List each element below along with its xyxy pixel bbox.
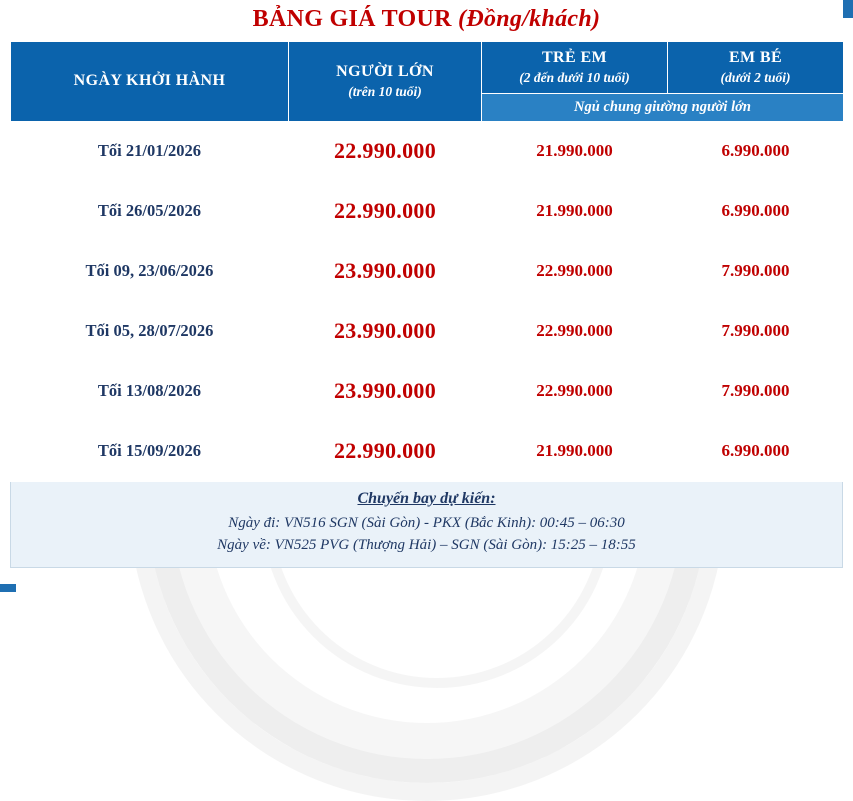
cell-departure-date: Tối 09, 23/06/2026 <box>11 241 289 301</box>
column-header-infant-label: EM BÉ <box>728 49 783 66</box>
page-title-main: BẢNG GIÁ TOUR <box>252 6 459 32</box>
cell-adult-price: 22.990.000 <box>289 421 482 481</box>
cell-infant-price: 7.990.000 <box>668 301 844 361</box>
column-header-child-label: TRẺ EM <box>541 49 608 66</box>
tour-price-table <box>10 41 844 482</box>
cell-departure-date: Tối 26/05/2026 <box>11 181 289 241</box>
column-header-departure-date-label: NGÀY KHỞI HÀNH <box>73 72 226 90</box>
table-row <box>11 421 844 481</box>
cell-child-price: 22.990.000 <box>482 241 668 301</box>
corner-mark-bottom-left <box>0 584 16 592</box>
cell-child-price: 21.990.000 <box>482 181 668 241</box>
cell-departure-date: Tối 15/09/2026 <box>11 421 289 481</box>
page-title <box>0 0 853 41</box>
flight-schedule-title: Chuyến bay dự kiến: <box>357 489 496 507</box>
cell-infant-price: 6.990.000 <box>668 421 844 481</box>
flight-outbound-line: Ngày đi: VN516 SGN (Sài Gòn) - PKX (Bắc Kinh): 00:45 – 06:30 <box>228 514 625 531</box>
cell-infant-price: 7.990.000 <box>668 241 844 301</box>
cell-infant-price: 6.990.000 <box>668 181 844 241</box>
cell-child-price: 21.990.000 <box>482 121 668 181</box>
cell-child-price: 22.990.000 <box>482 301 668 361</box>
cell-infant-price: 6.990.000 <box>668 121 844 181</box>
column-header-shared-bed-note: Ngủ chung giường người lớn <box>482 93 844 121</box>
cell-child-price: 21.990.000 <box>482 421 668 481</box>
table-row <box>11 181 844 241</box>
flight-return-line: Ngày về: VN525 PVG (Thượng Hải) – SGN (Sài Gòn): 15:25 – 18:55 <box>217 537 636 554</box>
cell-departure-date: Tối 21/01/2026 <box>11 121 289 181</box>
page-title-unit: (Đồng/khách) <box>458 6 601 32</box>
column-header-departure-date <box>11 42 289 122</box>
column-header-adult-sublabel: (trên 10 tuổi) <box>348 84 422 99</box>
table-header <box>11 42 844 122</box>
flight-schedule-note <box>10 482 843 568</box>
cell-adult-price: 22.990.000 <box>289 121 482 181</box>
column-header-child <box>482 42 668 94</box>
cell-adult-price: 23.990.000 <box>289 301 482 361</box>
column-header-infant-sublabel: (dưới 2 tuổi) <box>720 70 791 85</box>
cell-infant-price: 7.990.000 <box>668 361 844 421</box>
cell-adult-price: 23.990.000 <box>289 241 482 301</box>
cell-departure-date: Tối 05, 28/07/2026 <box>11 301 289 361</box>
column-header-adult <box>289 42 482 122</box>
table-row <box>11 121 844 181</box>
cell-adult-price: 22.990.000 <box>289 181 482 241</box>
table-body <box>11 121 844 481</box>
cell-departure-date: Tối 13/08/2026 <box>11 361 289 421</box>
column-header-child-sublabel: (2 đến dưới 10 tuổi) <box>519 70 630 85</box>
table-row <box>11 301 844 361</box>
column-header-infant <box>668 42 844 94</box>
table-row <box>11 241 844 301</box>
table-row <box>11 361 844 421</box>
corner-mark-top-right <box>843 0 853 18</box>
cell-adult-price: 23.990.000 <box>289 361 482 421</box>
column-header-adult-label: NGƯỜI LỚN <box>336 63 434 80</box>
cell-child-price: 22.990.000 <box>482 361 668 421</box>
